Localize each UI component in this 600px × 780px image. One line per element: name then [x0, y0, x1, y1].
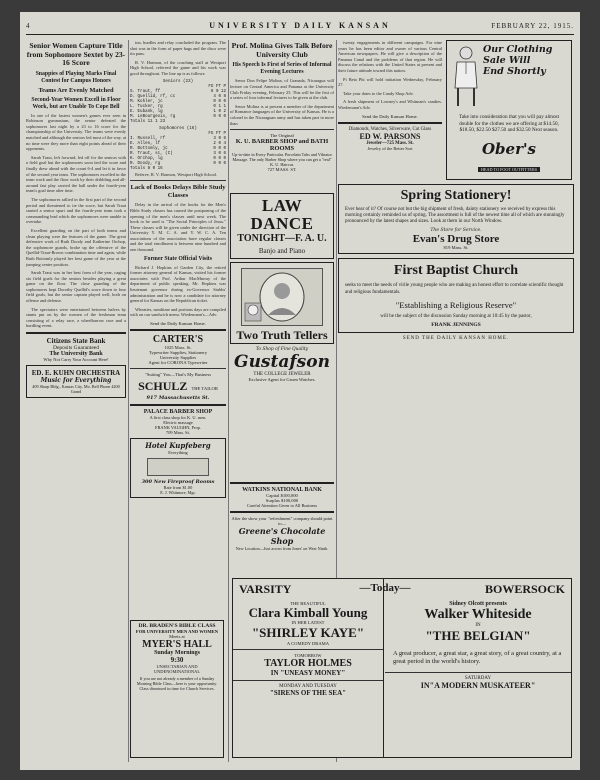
ad-address: 409 Sharp Bldg., Kansas City, Mo. Bell Phone 4200 Grand	[32, 384, 120, 395]
ad-time: 9:30	[170, 656, 184, 664]
column-rule	[128, 40, 129, 762]
ad-store-name: Evan's Drug Store	[412, 233, 500, 246]
ad-line: Sidney Olcott presents	[449, 601, 507, 607]
ad-theater-name: BOWERSOCK	[484, 582, 565, 596]
ku-barber-ad	[230, 133, 334, 172]
article-paragraph: The spectators were entertained between halves by stunts put on by the women of the freshman team consisting of a relay race, a wheelbarrow race and a hurdling event.	[26, 306, 126, 329]
ad-line: Sunday Mornings	[154, 650, 200, 656]
spring-stationery-ad	[338, 184, 574, 255]
lineup-table	[130, 80, 226, 172]
seniors-rows	[130, 90, 226, 120]
ad-line: Jewelry of the Better Sort	[367, 145, 413, 151]
ad-tagline: HEAD TO FOOT OUTFITTERS	[478, 167, 540, 172]
ad-line: Agent for CORONA Typewriter	[148, 359, 208, 365]
ad-headline: Our Clothing	[483, 44, 553, 55]
send-home-line: Send the Daily Kansan Home.	[362, 113, 418, 119]
article-headline: Senior Women Capture Title from Sophomore Sextet by 23-16 Score	[26, 41, 126, 68]
citizens-bank-ad	[26, 337, 126, 362]
ad-title: Two Truth Tellers	[236, 327, 328, 342]
divider	[26, 332, 126, 334]
portrait-icon	[242, 269, 322, 325]
ad-line: Exclusive Agent for Gruen Watches.	[248, 377, 316, 383]
orchestra-ad	[26, 365, 126, 398]
man-illustration-icon	[449, 44, 483, 108]
ad-line: Diamonds, Watches, Silverware, Cut Glass	[348, 126, 432, 132]
ad-address: 727 MASS. ST.	[267, 167, 297, 173]
article-headline: Lack of Books Delays Bible Study Classes	[130, 184, 226, 199]
lineup-header: FG FT P	[208, 131, 226, 136]
article-subhead: His Speech Is First of Series of Informal Evening Lectures	[232, 62, 332, 76]
ad-title: Spring Stationery!	[400, 187, 512, 203]
ad-headline: End Shortly	[483, 66, 546, 77]
ad-line: TOMORROW	[294, 653, 322, 658]
ad-line: IN HER LATEST	[291, 620, 325, 625]
parsons-ad	[338, 127, 442, 151]
bowersock-ad	[385, 579, 571, 757]
divider	[230, 129, 334, 130]
obers-ad	[446, 40, 572, 180]
lineup-label: Seniors (23)	[162, 79, 194, 84]
ad-line: The Store for Service.	[430, 228, 482, 234]
lineup-total: Totals 11 1 23	[130, 119, 166, 124]
ad-title: Ober's	[481, 139, 537, 158]
ad-line: E. J. Whitmore, Mgr.	[160, 489, 196, 495]
ad-title: PALACE BARBER SHOP	[143, 408, 213, 415]
divider	[130, 180, 226, 181]
ad-line: MONDAY AND TUESDAY	[279, 684, 337, 689]
ad-quote: "Establishing a Religious Reserve"	[395, 299, 517, 310]
article-paragraph: R. V. Harmon, of the coaching staff at Westport High School, refereed the game and his work was good throughout. The line up is as follows:	[130, 59, 226, 76]
ad-line: Surplus $100,000	[265, 498, 299, 503]
article-subhead: Former State Official Visits	[144, 255, 212, 262]
lineup-row: M. LeBourgeois, rg 0 0 0	[130, 114, 226, 119]
ad-line: FOR UNIVERSITY MEN AND WOMEN	[135, 629, 219, 634]
ad-film: "SIRENS OF THE SEA"	[269, 689, 347, 697]
ad-star: TAYLOR HOLMES	[264, 658, 352, 669]
ad-line: After the show your "refreshment" company should point to—	[231, 516, 333, 526]
lineup-row: E. Eubank, lg 1 0 2	[130, 109, 226, 114]
ad-line: University Supplies	[159, 354, 197, 360]
ad-film: "SHIRLEY KAYE"	[251, 625, 365, 640]
page-number: 4	[26, 22, 31, 30]
article-paragraph: twenty engagements in different campaigns. For nine years he has been editor and owner of various Central American newspapers. He will give a description of the Panama Canal and the problems of that region. He will discuss the relations with the United States at present and their future attitude toward this nation.	[338, 40, 442, 73]
article-subhead: Second-Year Women Excell in Floor Work, but are Unable To Cope Bell	[31, 96, 121, 110]
ad-line: Electric massage	[163, 419, 193, 425]
ad-headline: Sale Will	[483, 55, 531, 66]
ad-line: FRANK JENNINGS	[431, 322, 481, 328]
article-subhead: Snappies of Playing Marks Final Contest for Campus Honors	[35, 71, 117, 85]
ad-body: Up-to-date in Every Particular. Porcelain Tubs and Vibrator Massage. The only Barber Shop where you can get a "real" K. U. Haircut.	[232, 152, 332, 168]
newspaper-page	[20, 12, 580, 770]
gustafson-ad	[230, 347, 334, 382]
ad-title: LAW DANCE	[250, 196, 314, 233]
article-paragraph: Senor Molina is at present a member of the department of Romance languages of the University of Kansas. He is a colonel in the Nicaraguan army and has taken part in more than	[230, 103, 334, 126]
schulz-ad	[130, 372, 226, 401]
divider	[233, 649, 383, 650]
ad-body: will be the subject of the discussion Sunday morning at 10:45 by the pastor,	[380, 313, 532, 319]
lineup-row: R. Traut, sc, (C) 3 0 6	[130, 151, 226, 156]
ad-title: DR. BRADEN'S BIBLE CLASS	[138, 623, 216, 629]
article-paragraph: Excellent guarding on the part of both teams and clean playing were the features of the game. The great defensive work of Ruth Doody and Katherine Orchop, the sophomore guards, broke up the offensive of the Quellid-Traut-Brown combination time and again, while Ruth Bottomly played her best game of the year at the jumping center position.	[26, 227, 126, 267]
ad-line: 709 Mass. St.	[166, 429, 190, 435]
article-paragraph: A fresh shipment of Lowney's and Whitman's candies. Wiedemann's Adv.	[338, 99, 442, 110]
ad-line: A COMEDY DRAMA	[286, 641, 330, 646]
column-1	[26, 40, 126, 762]
column-4-text	[338, 40, 442, 180]
column-4-top	[338, 40, 574, 180]
ad-line: 1025 Mass. St.	[164, 344, 192, 350]
lineup-row: R. Doody, rg 0 0 0	[130, 161, 226, 166]
ad-title: ED W. PARSONS	[359, 131, 421, 141]
divider	[233, 680, 383, 681]
article-paragraph: Sarah Traut, left forward, led off for the seniors with a field goal but the sophomores soon tied the score and finally drew ahead with the count 6-4 and let it in favor of the second year team. The sophomores excelled in the team work and the floor work by their dribbling and all-around fast play carried the ball under the fourth-year team's goal time after time.	[26, 154, 126, 194]
ad-line: SATURDAY	[464, 676, 492, 681]
divider	[130, 329, 226, 331]
ad-title: Hotel Kupfeberg	[145, 440, 211, 450]
lineup-row: E. Allen, lf 2 0 4	[130, 141, 226, 146]
ad-line: THE BEAUTIFUL	[290, 601, 326, 606]
send-home-line: Send the Daily Kansan Home.	[150, 320, 206, 326]
ad-line: The University Bank	[49, 351, 103, 358]
ad-body: If you are not already a member of a Sunday Morning Bible Class—here is your opportunity. Class dismissed in time for Church Services.	[136, 676, 218, 691]
ad-slogan: "Suiting" You—That's My Business	[144, 371, 212, 377]
lineup-row: S. Traut, ff 6 0 12	[130, 89, 226, 94]
article-paragraph: Wheaties, mealtime and portions days are compiled with on our sandwich menu. Wiedemann's—Adv.	[130, 306, 226, 318]
ad-line: A first class shop for K. U. men.	[149, 414, 207, 420]
ad-film: IN"A MODERN MUSKATEER"	[420, 681, 536, 690]
palace-barber-ad	[130, 409, 226, 435]
lineup-row: D. Quellid, rf, cc 4 0 8	[130, 94, 226, 99]
ad-film: IN "UNEASY MONEY"	[270, 669, 346, 677]
watkins-bank-ad	[230, 487, 334, 508]
ad-hall: MYER'S HALL	[142, 639, 212, 650]
ad-body: seeks to meet the needs of virile young people who are making an honest effort to correlate scientific thought and religious fundamentals.	[345, 283, 564, 295]
ad-line: To Shop of Fine Quality	[255, 347, 309, 353]
article-paragraph: Take your dates to the Candy Shop Adv.	[343, 90, 414, 96]
sophomores-rows	[130, 137, 226, 167]
ad-line: Typewriter Supplies, Stationery	[148, 349, 208, 355]
ad-theater-name: VARSITY	[239, 582, 292, 596]
column-rule	[228, 40, 229, 762]
ad-line: Rate from $1.00	[163, 484, 193, 490]
lineup-row: L. Tucker, rg 0 1 1	[130, 104, 226, 109]
chocolate-shop-ad	[230, 516, 334, 551]
portrait-illustration	[241, 268, 323, 326]
baptist-church-ad	[338, 258, 574, 333]
ad-star: Walker Whiteside	[424, 607, 532, 622]
ad-line: Careful Attention Given to All Business	[246, 503, 318, 508]
article-paragraph: Referee, R. V. Harmon, Westport High School.	[135, 171, 218, 177]
divider	[385, 672, 571, 673]
ad-title: First Baptist Church	[393, 263, 519, 279]
lineup-total: Totals 8 0 16	[130, 166, 163, 171]
law-dance-ad	[230, 193, 334, 259]
ad-line: Deposits Guaranteed	[53, 345, 99, 352]
issue-date: FEBRUARY 22, 1915.	[491, 22, 574, 30]
ad-tagline: THE TAILOR	[191, 385, 218, 391]
ad-line: Capital $100,000	[266, 493, 298, 498]
obers-top	[449, 44, 569, 108]
article-paragraph: Sarah Traut was in her best form of the year, caging six field goals for the seniors besides playing a great game on the floor. The close guarding of the sophomores kept Dorothy Quellid's score down to four field goals, but the senior captain played well, both on offense and defense.	[26, 270, 126, 304]
ad-line: Why Not Carry Your Account Here!	[43, 357, 109, 363]
article-paragraph: Senor Don Felipe Molina, of Granada, Nicaragua will lecture on Central America and Panama at the University Club Friday evening, February 25. This will be the first of a series of four informal lectures to be given at the club.	[230, 78, 334, 101]
ad-line: UNSECTARIAN AND UNDENOMINATIONAL	[153, 664, 201, 674]
ad-title: Greene's Chocolate Shop	[238, 526, 326, 546]
article-paragraph: In one of the fastest women's games ever seen in Robinson gymnasium, the senior defeated the sophomores last night by a 23 to 16 score for the championship of the University. The teams were evenly matched and although the seniors led most of the way, at no time were they more than eight points ahead of their opponents.	[26, 112, 126, 152]
varsity-ad	[233, 579, 384, 757]
lineup-row: M. Kohler, jc 0 0 0	[130, 99, 226, 104]
ad-body: Ever hear of it? Of course not but the big shipment of fresh, dainty stationery we received by express this morning certainly reminded us of spring. The assortment is full of the newest time all of which are stunningly pronounced by the latest shapes and sizes. Look at them in our North Window.	[345, 206, 565, 225]
ad-tagline: Music for Everything	[40, 377, 112, 385]
ad-line: The Original	[270, 133, 294, 139]
ad-line: THE COLLEGE JEWELER	[253, 372, 311, 378]
ad-line: IN	[475, 623, 481, 628]
divider	[130, 404, 226, 406]
divider	[230, 511, 334, 513]
article-paragraph: ion, hurdles and relay concluded the program. The shot was in the form of paper bags and the discs were tin pans.	[130, 40, 226, 57]
theater-ads	[232, 578, 572, 758]
article-subhead: Teams Are Evenly Matched	[38, 87, 114, 95]
ad-line: Banjo and Piano	[258, 246, 306, 255]
divider	[130, 368, 226, 369]
lineup-row: K. Orchop, lg 0 0 0	[130, 156, 226, 161]
ad-body: Take into consideration that you will pay almost double for the clothes we are offering at $14.50, $18.50, $22.50 $27.50 and $32.50 Next season.	[458, 114, 560, 134]
ad-title: ED. E. KUHN ORCHESTRA	[31, 369, 121, 378]
today-banner: —Today—	[359, 582, 411, 594]
obers-headline	[483, 44, 569, 77]
braden-bible-class-ad	[130, 620, 224, 758]
ad-line: New Location—Just across from Jones' on West Ninth.	[235, 546, 329, 551]
article-headline: Prof. Molina Gives Talk Before University Club	[231, 41, 333, 59]
ad-subtitle: TONIGHT—F. A. U.	[237, 232, 327, 244]
ad-title: Citizens State Bank	[46, 337, 106, 346]
hotel-illustration	[147, 458, 209, 476]
ad-line: FRANK VAUGHN, Prop.	[155, 424, 201, 430]
carters-ad	[130, 334, 226, 365]
ad-star: Clara Kimball Young	[248, 605, 368, 620]
article-paragraph: The sophomores rallied in the first part of the second period and threatened to tie the score, but Sarah Traut started a senior spurt and the fourth-year team took a commanding lead which the sophomores were unable to overtake.	[26, 196, 126, 225]
article-paragraph: Richard J. Hopkins of Garden City, the retired former attorney general of Kansas, visited his former associates with Prof. Arthur MacMurray of the department of public speaking. Mr. Hopkins was lieutenant governor during ex-Governor Stubbs' administration and he is now a candidate for attorney general for Kansas on the Republican ticket.	[130, 264, 226, 304]
lineup-label: Sophomores (16)	[159, 126, 197, 131]
page-header	[26, 20, 574, 35]
ad-line: Meets at	[169, 634, 185, 639]
ad-body: A great producer, a great star, a great story, of a great country, at a great period in the world's history.	[393, 650, 562, 665]
ad-title: CARTER'S	[152, 333, 204, 345]
divider	[230, 482, 334, 484]
ad-address: 819 Mass. St.	[443, 245, 469, 251]
lineup-header: FG FT P	[208, 84, 226, 89]
lineup-row: I. Russell, rf 3 0 6	[130, 136, 226, 141]
ad-title: K. U. BARBER SHOP and BATH ROOMS	[235, 138, 329, 153]
send-home-line: SEND THE DAILY KANSAN HOME.	[402, 336, 510, 341]
ad-title: SCHULZ	[138, 378, 188, 393]
ad-line: Everything	[168, 449, 188, 455]
ad-line: Jeweler—725 Mass. St.	[366, 140, 414, 146]
ad-film: "THE BELGIAN"	[425, 628, 531, 643]
masthead-title: UNIVERSITY DAILY KANSAN	[209, 21, 391, 30]
article-paragraph: Delay in the arrival of the books for the Men's Bible Study classes has caused the postponing of the opening of the men's classes until next week. The book to be used is "The Social Principles of Jesus." These classes will be given under the direction of the University Y. M. C. A. and Y. W. C. A. Ten associations of the association have regular classes and the total enrollment is between nine hundred and one thousand.	[130, 202, 226, 253]
divider	[338, 122, 442, 124]
lineup-row: R. Bottomly, jc 0 0 0	[130, 146, 226, 151]
ad-line: 300 New Fireproof Rooms	[141, 478, 215, 485]
two-truth-tellers-ad	[230, 262, 334, 345]
ad-address: 917 Massachusetts St.	[146, 394, 210, 401]
hotel-ad	[130, 438, 226, 498]
ad-title: Gustafson	[234, 352, 330, 373]
ad-title: WATKINS NATIONAL BANK	[242, 487, 322, 493]
article-paragraph: Pi Beta Phi will hold initiation Wednesday, February 27.	[338, 76, 442, 88]
